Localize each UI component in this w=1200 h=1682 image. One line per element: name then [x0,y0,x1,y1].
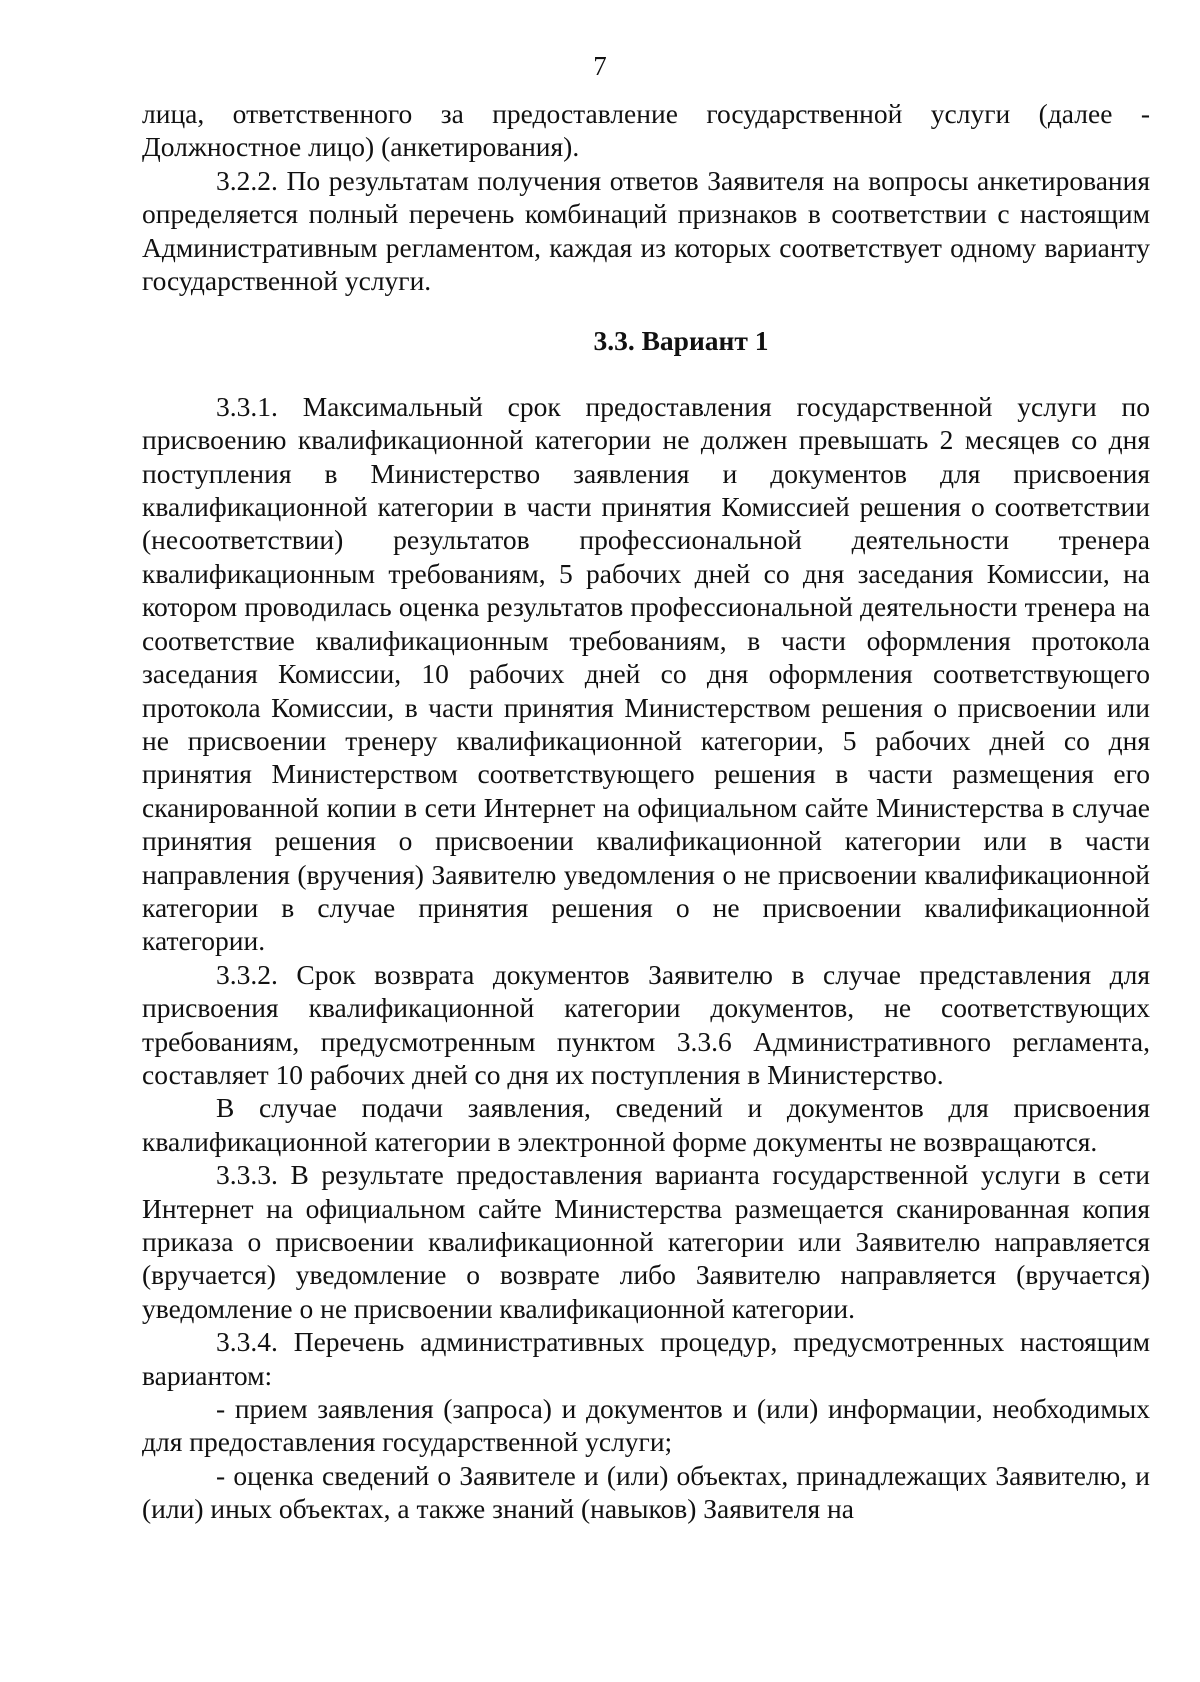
page-number: 7 [593,51,607,81]
paragraph-3-2-2: 3.2.2. По результатам получения ответов Заявителя на вопросы анкетирования определяется полный перечень комбинаций признаков в соответствии с настоящим Административным регламентом, каждая из которых соответствует одному варианту государственной услуги. [142,164,1150,297]
paragraph-3-3-4: 3.3.4. Перечень административных процедур, предусмотренных настоящим вариантом: [142,1326,1150,1391]
list-item-evaluation: - оценка сведений о Заявителе и (или) объектах, принадлежащих Заявителю, и (или) иных объектах, а также знаний (навыков) Заявителя на [142,1459,1150,1525]
paragraph-electronic-form: В случае подачи заявления, сведений и документов для присвоения квалификационной категории в электронной форме документы не возвращаются. [142,1092,1150,1157]
paragraph-3-3-2: 3.3.2. Срок возврата документов Заявителю в случае представления для присвоения квалификационной категории документов, не соответствующих требованиям, предусмотренным пунктом 3.3.6 Административного регламента, составляет 10 рабочих дней со дня их поступления в Министерство. [142,958,1150,1090]
paragraph-3-3-3: 3.3.3. В результате предоставления варианта государственной услуги в сети Интернет на официальном сайте Министерства размещается сканированная копия приказа о присвоении квалификационной категории или Заявителю направляется (вручается) уведомление о возврате либо Заявителю направляется (вручается) уведомление о не присвоении квалификационной категории. [142,1159,1150,1324]
paragraph-3-3-1: 3.3.1. Максимальный срок предоставления государственной услуги по присвоению квалификационной категории не должен превышать 2 месяцев со дня поступления в Министерство заявления и документов для присвоения квалификационной категории в части принятия Комиссией решения о соответствии (несоответствии) результатов профессиональной деятельности тренера квалификационным требованиям, 5 рабочих дней со дня заседания Комиссии, на котором проводилась оценка результатов профессиональной деятельности тренера на соответствие квалификационным требованиям, в части оформления протокола заседания Комиссии, 10 рабочих дней со дня оформления соответствующего протокола Комиссии, в части принятия Министерством решения о присвоении или не присвоении тренеру квалификационной категории, 5 рабочих дней со дня принятия Министерством соответствующего решения в части размещения его сканированной копии в сети Интернет на официальном сайте Министерства в случае принятия решения о присвоении квалификационной категории или в части направления (вручения) Заявителю уведомления о не присвоении квалификационной категории в случае принятия решения о не присвоении квалификационной категории. [142,390,1150,957]
document-body [142,97,1150,1526]
paragraph-continuation: лица, ответственного за предоставление государственной услуги (далее - Должностное лицо) (анкетирования). [142,98,1150,163]
section-heading [142,324,1150,357]
section-heading-text: 3.3. Вариант 1 [593,325,769,357]
list-item-reception: - прием заявления (запроса) и документов и (или) информации, необходимых для предоставления государственной услуги; [142,1393,1150,1458]
